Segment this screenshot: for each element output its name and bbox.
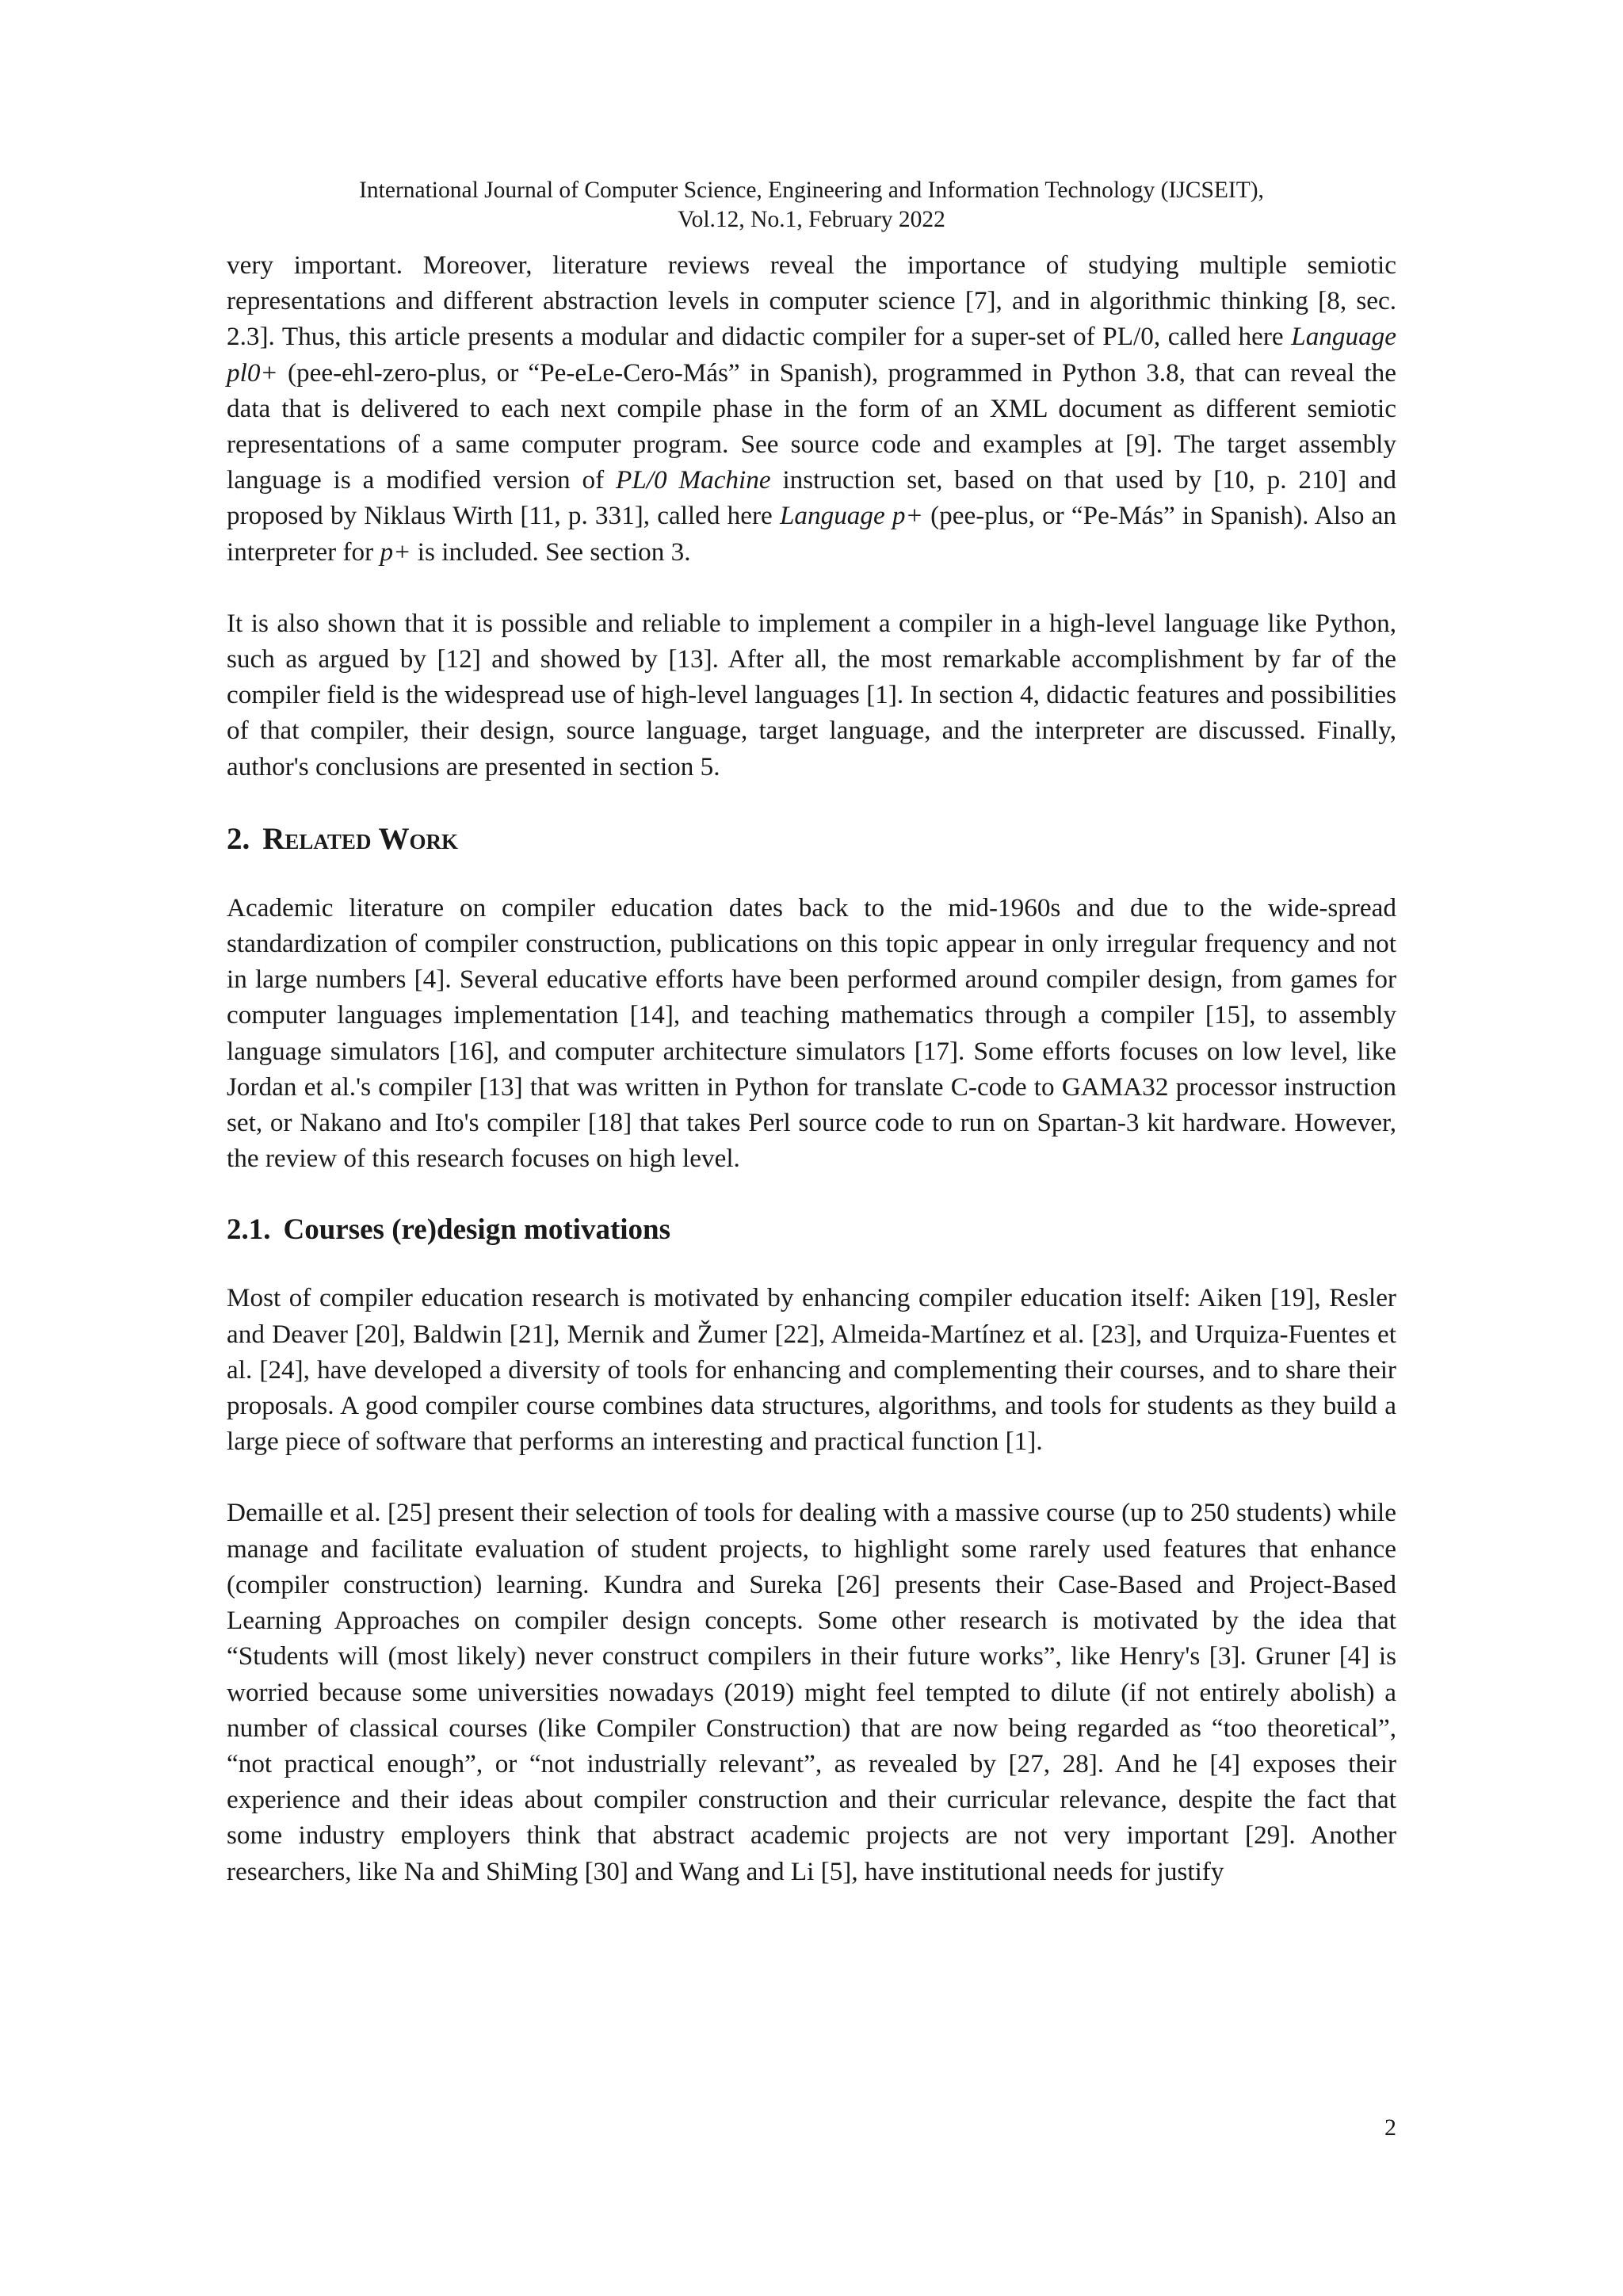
page-number: 2 (1384, 2115, 1396, 2141)
journal-issue-line: Vol.12, No.1, February 2022 (678, 207, 945, 232)
journal-title-line: International Journal of Computer Science, Engineering and Information Technology (IJCSEIT), (359, 178, 1264, 203)
intro-paragraph-2: It is also shown that it is possible and reliable to implement a compiler in a high-level language like Python, such as argued by [12] and showed by [13]. After all, the most remarkable accomplishment by far of the compiler field is the widespread use of high-level languages [1]. In section 4, didactic features and possibilities of that compiler, their design, source language, target language, and the interpreter are discussed. Finally, author's conclusions are presented in section 5. (227, 608, 1396, 781)
subsection-title: Courses (re)design motivations (283, 1213, 671, 1247)
body-text (227, 247, 1396, 1925)
running-header (227, 176, 1396, 235)
subsection-heading-courses-redesign (227, 1212, 1396, 1248)
p-plus-term: p+ (380, 537, 411, 567)
intro-paragraph-1: very important. Moreover, literature reviews reveal the importance of studying multiple semiotic representations and different abstraction levels in computer science [7], and in algorithmic thinking [8, sec. 2.3]. Thus, this article presents a modular and didactic compiler for a super-set of PL/0, called here Language pl0+ (pee-ehl-zero-plus, or “Pe-eLe-Cero-Más” in Spanish), programmed in Python 3.8, that can reveal the data that is delivered to each next compile phase in the form of an XML document as different semiotic representations of a same computer program. See source code and examples at [9]. The target assembly language is a modified version of PL/0 Machine instruction set, based on that used by [10, p. 210] and proposed by Niklaus Wirth [11, p. 331], called here Language p+ (pee-plus, or “Pe-Más” in Spanish). Also an interpreter for p+ is included. See section 3. (227, 250, 1396, 567)
language-p-plus-term: Language p+ (779, 501, 923, 531)
section-number: 2. (227, 821, 250, 856)
section-heading-related-work (227, 820, 1396, 858)
related-work-paragraph: Academic literature on compiler education dates back to the mid-1960s and due to the wide-spread standardization of compiler construction, publications on this topic appear in only irregular frequency and not in large numbers [4]. Several educative efforts have been performed around compiler design, from games for computer languages implementation [14], and teaching mathematics through a compiler [15], to assembly language simulators [16], and computer architecture simulators [17]. Some efforts focuses on low level, like Jordan et al.'s compiler [13] that was written in Python for translate C-code to GAMA32 processor instruction set, or Nakano and Ito's compiler [18] that takes Perl source code to run on Spartan-3 kit hardware. However, the review of this research focuses on high level. (227, 892, 1396, 1174)
courses-paragraph-1: Most of compiler education research is motivated by enhancing compiler education itself: Aiken [19], Resler and Deaver [20], Baldwin [21], Mernik and Žumer [22], Almeida-Martínez et al. [23], and Urquiza-Fuentes et al. [24], have developed a diversity of tools for enhancing and complementing their courses, and to share their proposals. A good compiler course combines data structures, algorithms, and tools for students as they build a large piece of software that performs an interesting and practical function [1]. (227, 1283, 1396, 1457)
courses-paragraph-2: Demaille et al. [25] present their selection of tools for dealing with a massive course (up to 250 students) while manage and facilitate evaluation of student projects, to highlight some rarely used features that enhance (compiler construction) learning. Kundra and Sureka [26] presents their Case-Based and Project-Based Learning Approaches on compiler design concepts. Some other research is motivated by the idea that “Students will (most likely) never construct compilers in their future works”, like Henry's [3]. Gruner [4] is worried because some universities nowadays (2019) might feel tempted to dilute (if not entirely abolish) a number of classical courses (like Compiler Construction) that are now being regarded as “too theoretical”, “not practical enough”, or “not industrially relevant”, as revealed by [27, 28]. And he [4] exposes their experience and their ideas about compiler construction and their curricular relevance, despite the fact that some industry employers think that abstract academic projects are not very important [29]. Another researchers, like Na and ShiMing [30] and Wang and Li [5], have institutional needs for justify (227, 1498, 1396, 1886)
language-pl0-plus-term: Language pl0+ (227, 322, 1396, 388)
pl0-machine-term: PL/0 Machine (616, 465, 771, 495)
subsection-number: 2.1. (227, 1213, 271, 1247)
section-title: Related Work (262, 821, 458, 856)
